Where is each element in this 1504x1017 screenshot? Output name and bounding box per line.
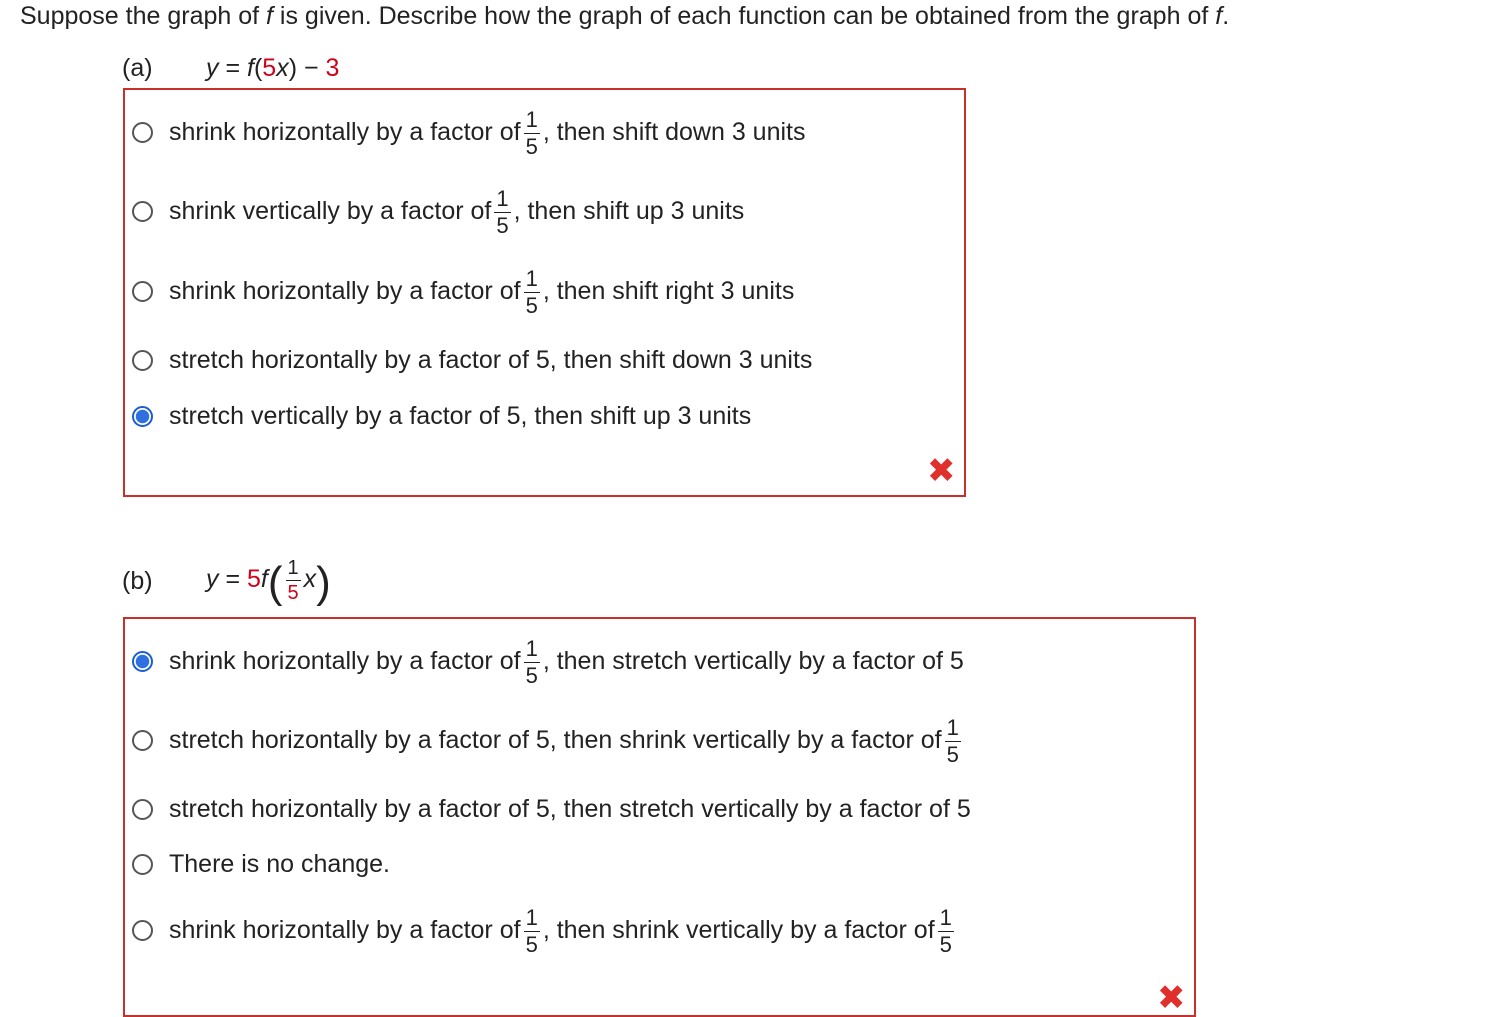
fraction xyxy=(524,109,540,158)
expr-y: y xyxy=(206,54,219,82)
part-a-option-5[interactable] xyxy=(125,402,751,431)
expr-constant: 3 xyxy=(325,54,340,82)
intro-text-1: Suppose the graph of xyxy=(20,2,267,30)
option-text: shrink horizontally by a factor of xyxy=(169,118,521,146)
expr-y: y xyxy=(206,564,219,593)
option-text: shrink horizontally by a factor of xyxy=(169,916,521,944)
radio-button[interactable] xyxy=(132,122,153,143)
radio-button[interactable] xyxy=(132,201,153,222)
part-a-option-2[interactable] xyxy=(125,187,744,236)
option-text: shrink vertically by a factor of xyxy=(169,197,492,225)
option-text: stretch horizontally by a factor of 5, then shift down 3 units xyxy=(169,346,813,374)
option-text-end: , then shift right 3 units xyxy=(542,277,795,305)
intro-text-2: is given. Describe how the graph of each function can be obtained from the graph of xyxy=(272,2,1216,30)
expr-open-paren: ( xyxy=(267,558,283,607)
expr-coefficient: 5 xyxy=(262,54,277,82)
radio-button[interactable] xyxy=(132,854,153,875)
intro-end: . xyxy=(1222,2,1230,30)
option-text: shrink horizontally by a factor of xyxy=(169,647,521,675)
radio-button[interactable] xyxy=(132,920,153,941)
fraction-denominator: 5 xyxy=(525,932,538,957)
expr-close-paren: ) xyxy=(316,558,331,607)
fraction xyxy=(494,188,510,237)
question-intro xyxy=(20,2,1229,31)
fraction-denominator: 5 xyxy=(525,663,538,688)
part-b-expression xyxy=(206,554,331,607)
fraction-denominator: 5 xyxy=(496,213,509,238)
fraction xyxy=(938,907,954,956)
part-b-option-3[interactable] xyxy=(125,795,971,824)
fraction-denominator: 5 xyxy=(525,134,538,159)
radio-button[interactable] xyxy=(132,350,153,371)
expr-minus: − xyxy=(297,54,326,82)
intro-f: f xyxy=(266,2,273,30)
option-text-end: , then stretch vertically by a factor of 5 xyxy=(542,647,964,675)
option-text-middle: , then shrink vertically by a factor of xyxy=(542,916,935,944)
radio-button-selected[interactable] xyxy=(132,651,153,672)
part-b-option-2[interactable] xyxy=(125,716,964,765)
part-b-option-4[interactable] xyxy=(125,850,390,879)
part-a-option-4[interactable] xyxy=(125,346,812,375)
fraction xyxy=(286,558,301,603)
radio-button-selected[interactable] xyxy=(132,406,153,427)
radio-button[interactable] xyxy=(132,281,153,302)
option-text: stretch vertically by a factor of 5, then shift up 3 units xyxy=(169,402,752,430)
part-a-label: (a) xyxy=(122,54,153,82)
expr-x: x xyxy=(303,564,317,593)
fraction-denominator: 5 xyxy=(525,293,538,318)
part-a-option-3[interactable] xyxy=(125,267,794,316)
fraction-numerator: 1 xyxy=(525,107,538,132)
expr-eq: = xyxy=(218,54,247,82)
option-text: shrink horizontally by a factor of xyxy=(169,277,521,305)
fraction-numerator: 1 xyxy=(946,715,959,740)
fraction-numerator: 1 xyxy=(287,556,299,579)
fraction-numerator: 1 xyxy=(525,636,538,661)
fraction-numerator: 1 xyxy=(525,905,538,930)
radio-button[interactable] xyxy=(132,730,153,751)
fraction xyxy=(524,907,540,956)
option-text-end: , then shift down 3 units xyxy=(542,118,806,146)
part-a-expression xyxy=(206,54,339,83)
fraction-denominator: 5 xyxy=(287,581,299,604)
fraction-numerator: 1 xyxy=(496,186,509,211)
x-mark-icon: ✖ xyxy=(927,452,956,490)
part-b-answer-box xyxy=(123,617,1196,1017)
part-a-option-1[interactable] xyxy=(125,108,805,157)
option-text: There is no change. xyxy=(169,850,390,878)
expr-f: f xyxy=(260,564,268,593)
x-mark-icon: ✖ xyxy=(1157,979,1186,1017)
expr-open-paren: ( xyxy=(253,54,263,82)
expr-x: x xyxy=(276,54,289,82)
fraction xyxy=(524,638,540,687)
expr-f: f xyxy=(247,54,254,82)
part-a-answer-box xyxy=(123,88,966,497)
expr-coefficient: 5 xyxy=(247,564,261,593)
fraction-denominator: 5 xyxy=(946,742,959,767)
expr-close-paren: ) xyxy=(288,54,298,82)
fraction-numerator: 1 xyxy=(525,266,538,291)
intro-f-2: f xyxy=(1215,2,1223,30)
part-b-option-5[interactable] xyxy=(125,906,957,955)
fraction xyxy=(945,717,961,766)
fraction xyxy=(524,268,540,317)
expr-eq: = xyxy=(218,564,247,593)
radio-button[interactable] xyxy=(132,799,153,820)
part-b-label: (b) xyxy=(122,567,153,595)
part-b-option-1[interactable] xyxy=(125,637,964,686)
option-text: stretch horizontally by a factor of 5, then stretch vertically by a factor of 5 xyxy=(169,795,971,823)
option-text: stretch horizontally by a factor of 5, then shrink vertically by a factor of xyxy=(169,726,942,754)
fraction-denominator: 5 xyxy=(939,932,952,957)
fraction-numerator: 1 xyxy=(939,905,952,930)
option-text-end: , then shift up 3 units xyxy=(513,197,745,225)
